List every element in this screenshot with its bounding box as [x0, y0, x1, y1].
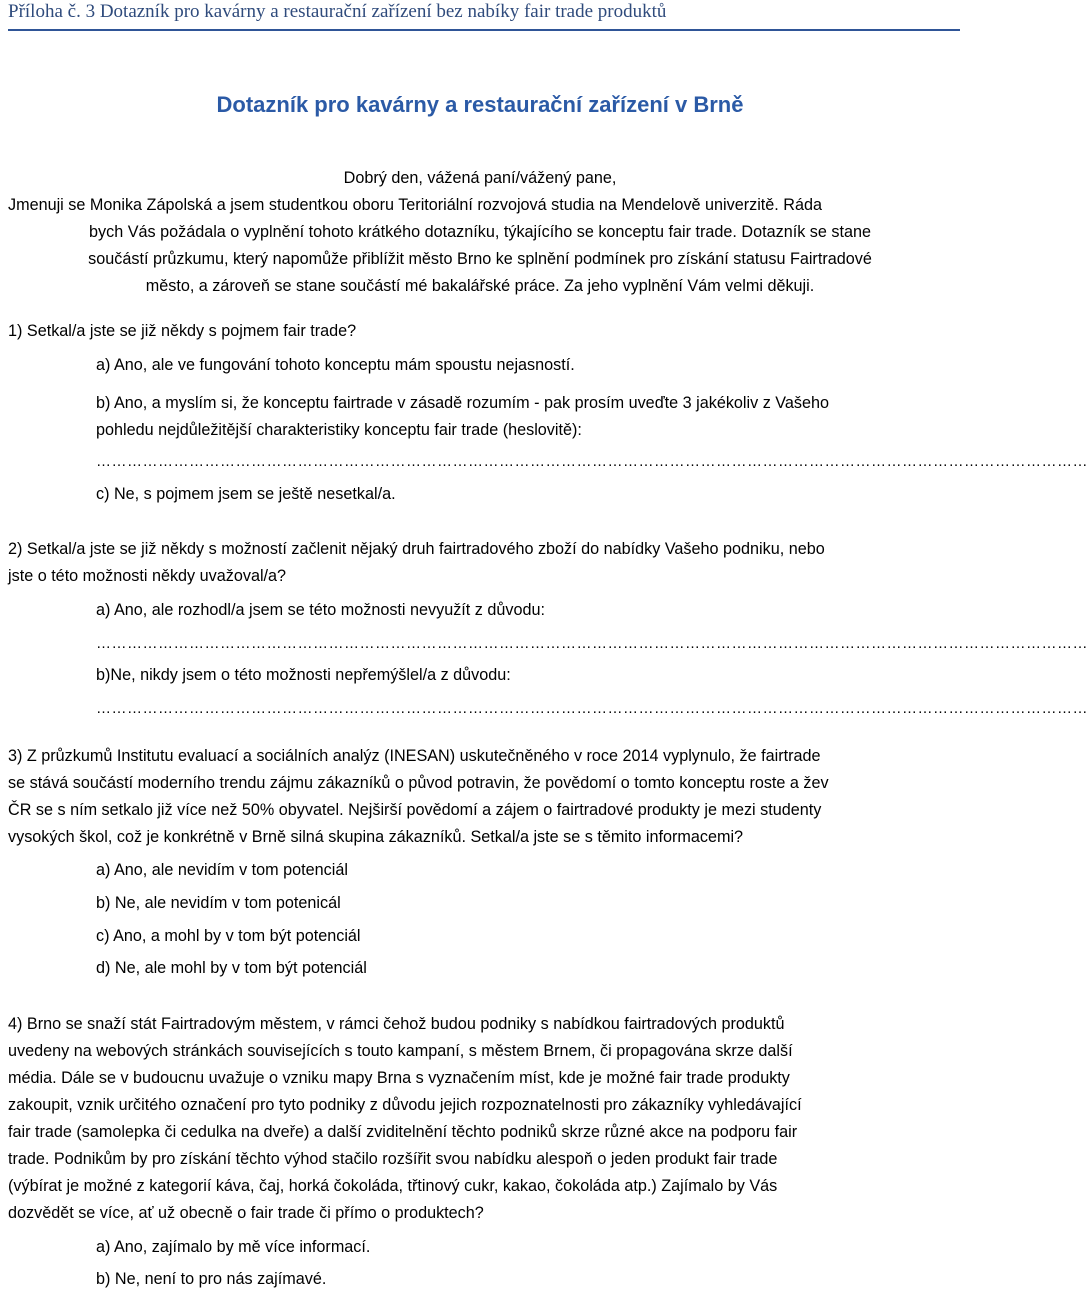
q4-option-b[interactable]: b) Ne, není to pro nás zajímavé. — [96, 1270, 327, 1288]
q3-option-a[interactable]: a) Ano, ale nevidím v tom potenciál — [96, 861, 348, 879]
q1-option-b-continued: pohledu nejdůležitější charakteristiky konceptu fair trade (heslovitě): — [96, 421, 582, 439]
question-4-line: média. Dále se v budoucnu uvažuje o vzniku mapy Brna s vyznačením míst, kde je možné fair trade produkty — [8, 1069, 790, 1087]
intro-line: bych Vás požádala o vyplnění tohoto krátkého dotazníku, týkajícího se konceptu fair trade. Dotazník se stane — [89, 223, 871, 241]
question-4-line: uvedeny na webových stránkách souvisejících s touto kampaní, s městem Brnem, či propagována skrze další — [8, 1042, 793, 1060]
q2-option-b[interactable]: b)Ne, nikdy jsem o této možnosti nepřemýšlel/a z důvodu: — [96, 666, 511, 684]
q2-option-a[interactable]: a) Ano, ale rozhodl/a jsem se této možnosti nevyužít z důvodu: — [96, 601, 545, 619]
question-3-line: ČR se s ním setkalo již více než 50% obyvatel. Nejširší povědomí a zájem o fairtradové produkty je mezi studenty — [8, 801, 822, 819]
question-3-line: vysokých škol, což je konkrétně v Brně silná skupina zákazníků. Setkal/a jste se s těmito informacemi? — [8, 828, 744, 846]
header-rule — [8, 29, 960, 31]
q2-a-answer-blank[interactable]: ………………………………………………………………………………………………………………………………………………………………………… — [96, 635, 1088, 652]
intro-line: Jmenuji se Monika Zápolská a jsem studentkou oboru Teritoriální rozvojová studia na Mendelově univerzitě. Ráda — [8, 196, 823, 214]
q1-answer-blank[interactable]: ………………………………………………………………………………………………………………………………………………………………………… — [96, 453, 1088, 470]
q1-option-a[interactable]: a) Ano, ale ve fungování tohoto konceptu mám spoustu nejasností. — [96, 356, 575, 374]
q4-option-a[interactable]: a) Ano, zajímalo by mě více informací. — [96, 1238, 371, 1256]
question-2: 2) Setkal/a jste se již někdy s možností začlenit nějaký druh fairtradového zboží do nabídky Vašeho podniku, nebo — [8, 540, 825, 558]
question-4-line: fair trade (samolepka či cedulka na dveře) a další zviditelnění těchto podniků skrze různé akce na podporu fair — [8, 1123, 798, 1141]
question-3-line: se stává součástí moderního trendu zájmu zákazníků o původ potravin, že povědomí o tomto konceptu roste a žev — [8, 774, 829, 792]
question-4-line: zakoupit, vznik určitého označení pro tyto podniky z důvodu jejich rozpoznatelnosti pro zákazníky vyhledávající — [8, 1096, 802, 1114]
document-title: Dotazník pro kavárny a restaurační zařízení v Brně — [216, 92, 744, 117]
question-4-line: trade. Podnikům by pro získání těchto výhod stačilo rozšířit svou nabídku alespoň o jeden produkt fair trade — [8, 1150, 778, 1168]
q3-option-c[interactable]: c) Ano, a mohl by v tom být potenciál — [96, 927, 361, 945]
question-4: 4) Brno se snaží stát Fairtradovým městem, v rámci čehož budou podniky s nabídkou fairtradových produktů — [8, 1015, 785, 1033]
greeting: Dobrý den, vážená paní/vážený pane, — [343, 169, 617, 187]
intro-line: součástí průzkumu, který napomůže přiblížit město Brno ke splnění podmínek pro získání statusu Fairtradové — [88, 250, 872, 268]
question-4-line: dozvědět se více, ať už obecně o fair trade či přímo o produktech? — [8, 1204, 484, 1222]
question-3: 3) Z průzkumů Institutu evaluací a sociálních analýz (INESAN) uskutečněného v roce 2014 vyplynulo, že fairtrade — [8, 747, 821, 765]
q1-option-b[interactable]: b) Ano, a myslím si, že konceptu fairtrade v zásadě rozumím - pak prosím uveďte 3 jakékoliv z Vašeho — [96, 394, 830, 412]
intro-line: město, a zároveň se stane součástí mé bakalářské práce. Za jeho vyplnění Vám velmi děkuji. — [145, 277, 815, 295]
q3-option-b[interactable]: b) Ne, ale nevidím v tom potenicál — [96, 894, 341, 912]
q2-b-answer-blank[interactable]: ………………………………………………………………………………………………………………………………………………………………………… — [96, 700, 1088, 717]
appendix-header: Příloha č. 3 Dotazník pro kavárny a restaurační zařízení bez nabíky fair trade produktů — [8, 1, 667, 22]
question-2-continued: jste o této možnosti někdy uvažoval/a? — [8, 567, 287, 585]
question-1: 1) Setkal/a jste se již někdy s pojmem fair trade? — [8, 322, 357, 340]
q1-option-c[interactable]: c) Ne, s pojmem jsem se ještě nesetkal/a. — [96, 485, 396, 503]
question-4-line: (výbírat je možné z kategorií káva, čaj, horká čokoláda, třtinový cukr, kakao, čokoláda atp.) Zajímalo by Vás — [8, 1177, 778, 1195]
q3-option-d[interactable]: d) Ne, ale mohl by v tom být potenciál — [96, 959, 367, 977]
